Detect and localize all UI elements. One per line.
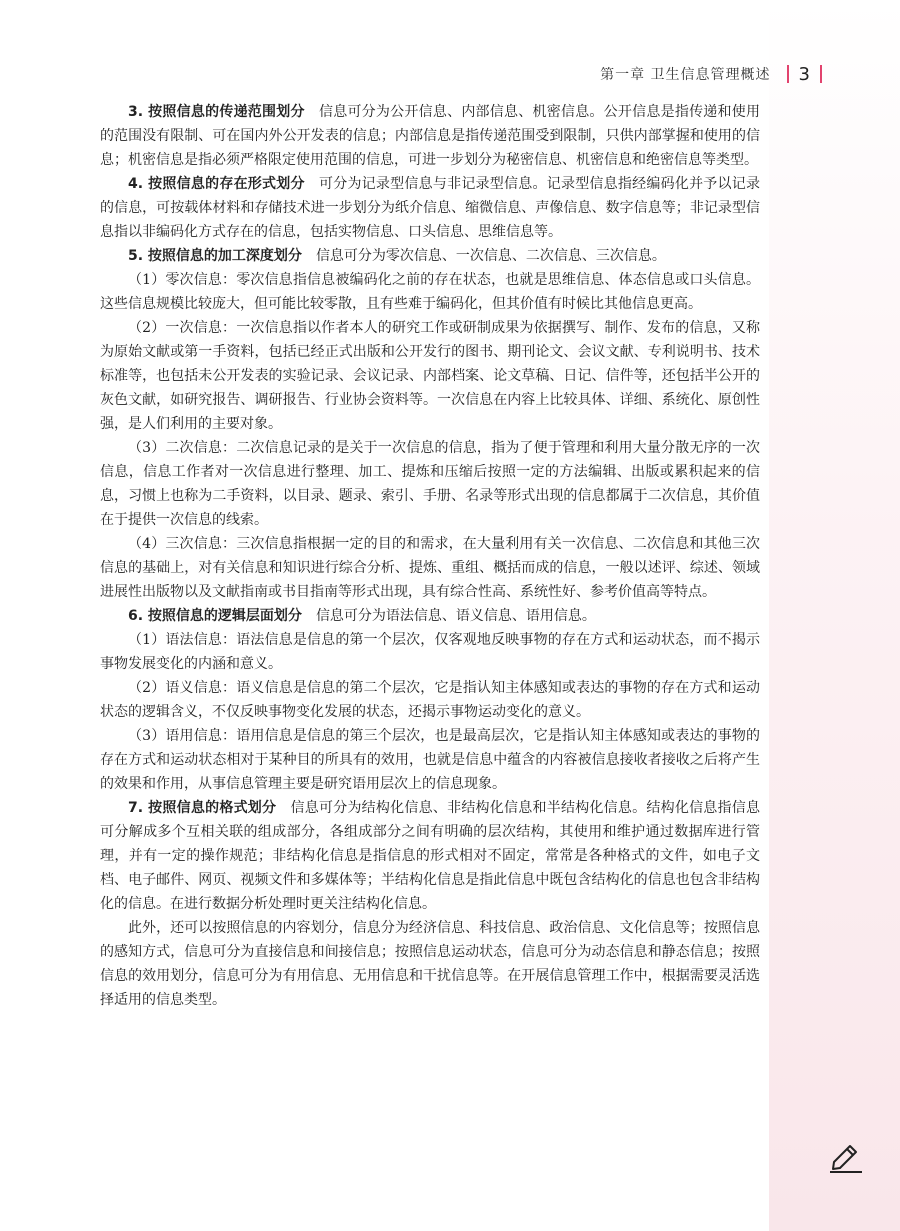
paragraph-body: 此外，还可以按照信息的内容划分，信息分为经济信息、科技信息、政治信息、文化信息等；按照信息的感知方式，信息可分为直接信息和间接信息；按照信息运动状态，信息可分为动态信息和静态信息；按照信息的效用划分，信息可分为有用信息、无用信息和干扰信息等。在开展信息管理工作中，根据需要灵活选择适用的信息类型。 [100,920,760,1008]
paragraph [100,724,760,796]
paragraph-body: 信息可分为零次信息、一次信息、二次信息、三次信息。 [315,248,666,264]
paragraph [100,916,760,1012]
paragraph-body: 信息可分为结构化信息、非结构化信息和半结构化信息。结构化信息指信息可分解成多个互相关联的组成部分，各组成部分之间有明确的层次结构，其使用和维护通过数据库进行管理，并有一定的操作规范；非结构化信息是指信息的形式相对不固定，常常是各种格式的文件，如电子文档、电子邮件、网页、视频文件和多媒体等；半结构化信息是指此信息中既包含结构化的信息也包含非结构化的信息。在进行数据分析处理时更关注结构化信息。 [100,800,761,912]
paragraph-body: （2）语义信息：语义信息是信息的第二个层次，它是指认知主体感知或表达的事物的存在方式和运动状态的逻辑含义，不仅反映事物变化发展的状态，还揭示事物运动变化的意义。 [100,680,760,720]
paragraph [100,100,760,172]
paragraph-body: （3）语用信息：语用信息是信息的第三个层次，也是最高层次，它是指认知主体感知或表达的事物的存在方式和运动状态相对于某种目的所具有的效用，也就是信息中蕴含的内容被信息接收者接收之后将产生的效果和作用，从事信息管理主要是研究语用层次上的信息现象。 [100,728,760,792]
chapter-title: 第一章 卫生信息管理概述 [600,67,771,83]
paragraph-body: （4）三次信息：三次信息指根据一定的目的和需求，在大量利用有关一次信息、二次信息和其他三次信息的基础上，对有关信息和知识进行综合分析、提炼、重组、概括而成的信息，一般以述评、综述、领域进展性出版物以及文献指南或书目指南等形式出现，具有综合性高、系统性好、参考价值高等特点。 [100,536,760,600]
paragraph [100,172,760,244]
paragraph-body: （1）语法信息：语法信息是信息的第一个层次，仅客观地反映事物的存在方式和运动状态，而不揭示事物发展变化的内涵和意义。 [100,632,760,672]
paragraph-body: 信息可分为语法信息、语义信息、语用信息。 [315,608,596,624]
paragraph-body: 信息可分为公开信息、内部信息、机密信息。公开信息是指传递和使用的范围没有限制、可在国内外公开发表的信息；内部信息是指传递范围受到限制，只供内部掌握和使用的信息；机密信息是指必须严格限定使用范围的信息，可进一步划分为秘密信息、机密信息和绝密信息等类型。 [100,104,761,168]
paragraph [100,532,760,604]
side-band [769,0,900,1231]
paragraph [100,244,760,268]
paragraph [100,436,760,532]
page-number: 3 [798,63,810,85]
page-content [100,100,760,1012]
header-divider [787,65,789,83]
running-header [600,62,822,86]
paragraph [100,676,760,724]
paragraph [100,796,760,916]
paragraph-body: 可分为记录型信息与非记录型信息。记录型信息指经编码化并予以记录的信息，可按载体材料和存储技术进一步划分为纸介信息、缩微信息、声像信息、数字信息等；非记录型信息指以非编码化方式存在的信息，包括实物信息、口头信息、思维信息等。 [100,176,761,240]
pen-icon [828,1138,864,1174]
paragraph-body: （3）二次信息：二次信息记录的是关于一次信息的信息，指为了便于管理和利用大量分散无序的一次信息，信息工作者对一次信息进行整理、加工、提炼和压缩后按照一定的方法编辑、出版或累积起来的信息，习惯上也称为二手资料，以目录、题录、索引、手册、名录等形式出现的信息都属于二次信息，其价值在于提供一次信息的线索。 [100,440,760,528]
paragraph [100,604,760,628]
section-heading: 7. 按照信息的格式划分 [128,800,277,816]
section-heading: 6. 按照信息的逻辑层面划分 [128,608,302,624]
paragraph-body: （1）零次信息：零次信息指信息被编码化之前的存在状态，也就是思维信息、体态信息或口头信息。这些信息规模比较庞大，但可能比较零散，且有些难于编码化，但其价值有时候比其他信息更高。 [100,272,760,312]
paragraph-body: （2）一次信息：一次信息指以作者本人的研究工作或研制成果为依据撰写、制作、发布的信息，又称为原始文献或第一手资料，包括已经正式出版和公开发行的图书、期刊论文、会议文献、专利说明书、技术标准等，也包括未公开发表的实验记录、会议记录、内部档案、论文草稿、日记、信件等，还包括半公开的灰色文献，如研究报告、调研报告、行业协会资料等。一次信息在内容上比较具体、详细、系统化、原创性强，是人们利用的主要对象。 [100,320,760,432]
section-heading: 5. 按照信息的加工深度划分 [128,248,302,264]
paragraph [100,628,760,676]
section-heading: 3. 按照信息的传递范围划分 [128,104,305,120]
paragraph [100,316,760,436]
header-divider-right [820,65,822,83]
paragraph [100,268,760,316]
section-heading: 4. 按照信息的存在形式划分 [128,176,305,192]
